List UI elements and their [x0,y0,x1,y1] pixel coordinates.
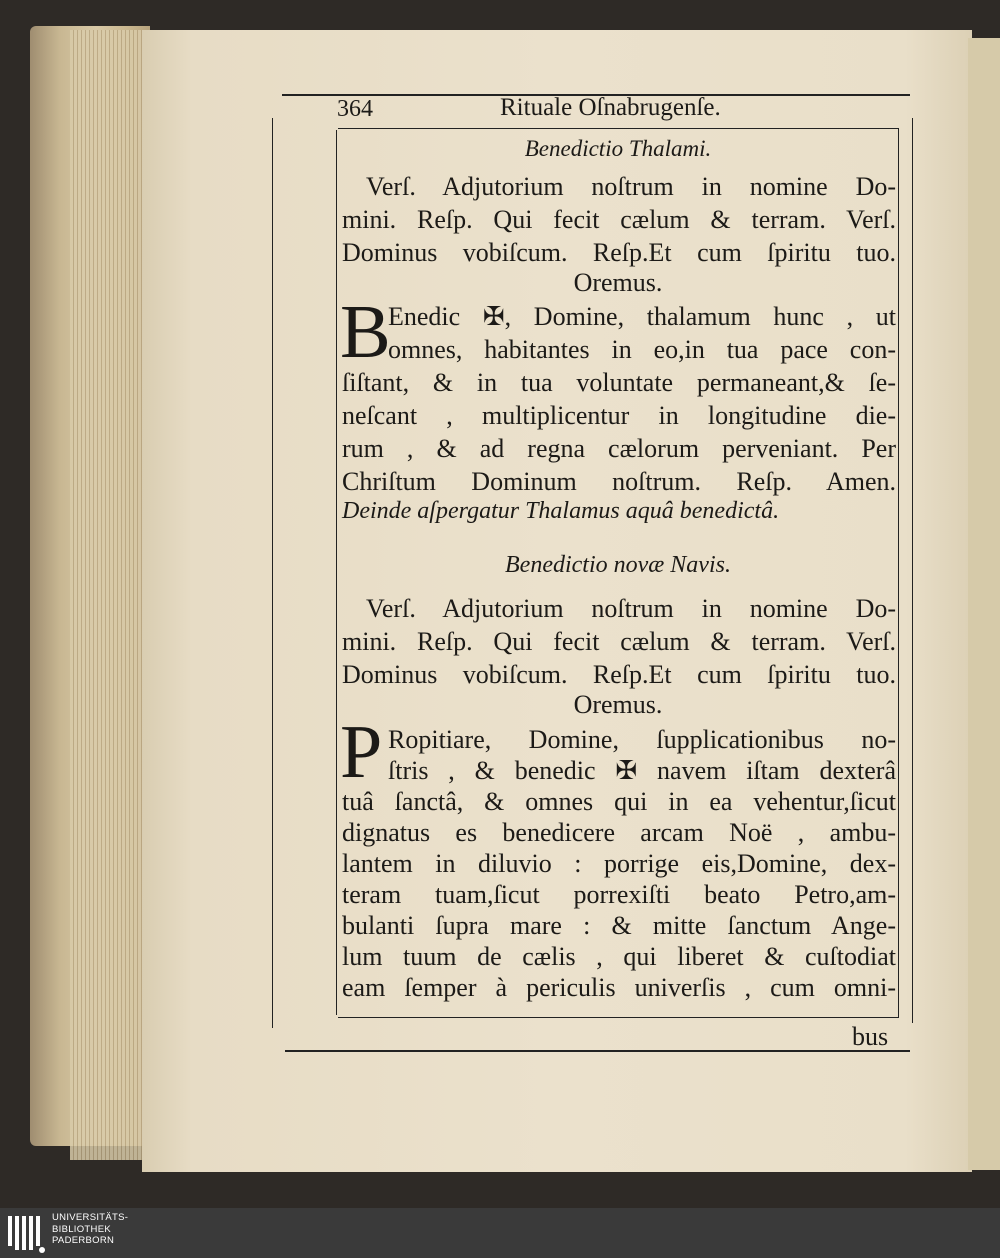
footer-rule [285,1050,910,1052]
frame-right-inner [898,128,899,1018]
oremus-heading: Oremus. [573,690,663,719]
text-line: mini. Reſp. Qui fecit cælum & terram. Verſ. [342,205,896,234]
catchword: bus [852,1022,889,1051]
prayer-block [342,724,896,1003]
library-footer-bar [0,1208,1000,1258]
drop-cap: B [340,290,391,374]
library-logo-icon [6,1212,46,1254]
rubric: Deinde aſpergatur Thalamus aquâ benedictâ. [342,498,780,524]
frame-top-rule [338,128,898,129]
page-edges [70,30,150,1160]
text-line: tuâ ſanctâ, & omnes qui in ea vehentur,ſicut [342,787,896,816]
text-line: Chriſtum Dominum noſtrum. Reſp. Amen. [342,467,896,496]
section-title: Benedictio novæ Navis. [505,552,731,578]
text-line: neſcant , multiplicentur in longitudine die- [342,401,896,430]
versicle-block [342,170,896,269]
frame-bottom-rule [338,1017,898,1018]
text-line: Verſ. Adjutorium noſtrum in nomine Do- [366,172,896,201]
text-line: eam ſemper à periculis univerſis , cum omni- [342,973,896,1002]
running-title: Rituale Oſnabrugenſe. [500,94,721,121]
text-line: lantem in diluvio : porrige eis,Domine, dex- [342,849,896,878]
frame-left-inner [336,130,337,1015]
frame-right-outer [912,118,913,1023]
text-line: ſiſtant, & in tua voluntate permaneant,& ſe- [342,368,896,397]
page-number: 364 [337,96,373,122]
text-line: teram tuam,ſicut porrexiſti beato Petro,am- [342,880,896,909]
text-line: dignatus es benedicere arcam Noë , ambu- [342,818,896,847]
text-line: Enedic ✠, Domine, thalamum hunc , ut [388,302,896,331]
text-line: lum tuum de cælis , qui liberet & cuſtodiat [342,942,896,971]
versicle-block [342,592,896,691]
text-line: ſtris , & benedic ✠ navem iſtam dexterâ [388,756,896,785]
text-line: Dominus vobiſcum. Reſp.Et cum ſpiritu tuo. [342,660,896,689]
prayer-block [342,300,896,498]
text-line: omnes, habitantes in eo,in tua pace con- [388,335,896,364]
adjacent-page-edge [968,38,1000,1170]
text-line: Verſ. Adjutorium noſtrum in nomine Do- [366,594,896,623]
text-line: bulanti ſupra mare : & mitte ſanctum Ange- [342,911,896,940]
frame-left-outer [272,118,273,1028]
text-line: Ropitiare, Domine, ſupplicationibus no- [388,725,896,754]
oremus-heading: Oremus. [573,268,663,297]
text-line: rum , & ad regna cælorum perveniant. Per [342,434,896,463]
library-name: UNIVERSITÄTS- BIBLIOTHEK PADERBORN [52,1212,129,1246]
section-title: Benedictio Thalami. [524,136,712,161]
text-line: mini. Reſp. Qui fecit cælum & terram. Verſ. [342,627,896,656]
drop-cap: P [340,710,383,794]
text-line: Dominus vobiſcum. Reſp.Et cum ſpiritu tuo. [342,238,896,267]
